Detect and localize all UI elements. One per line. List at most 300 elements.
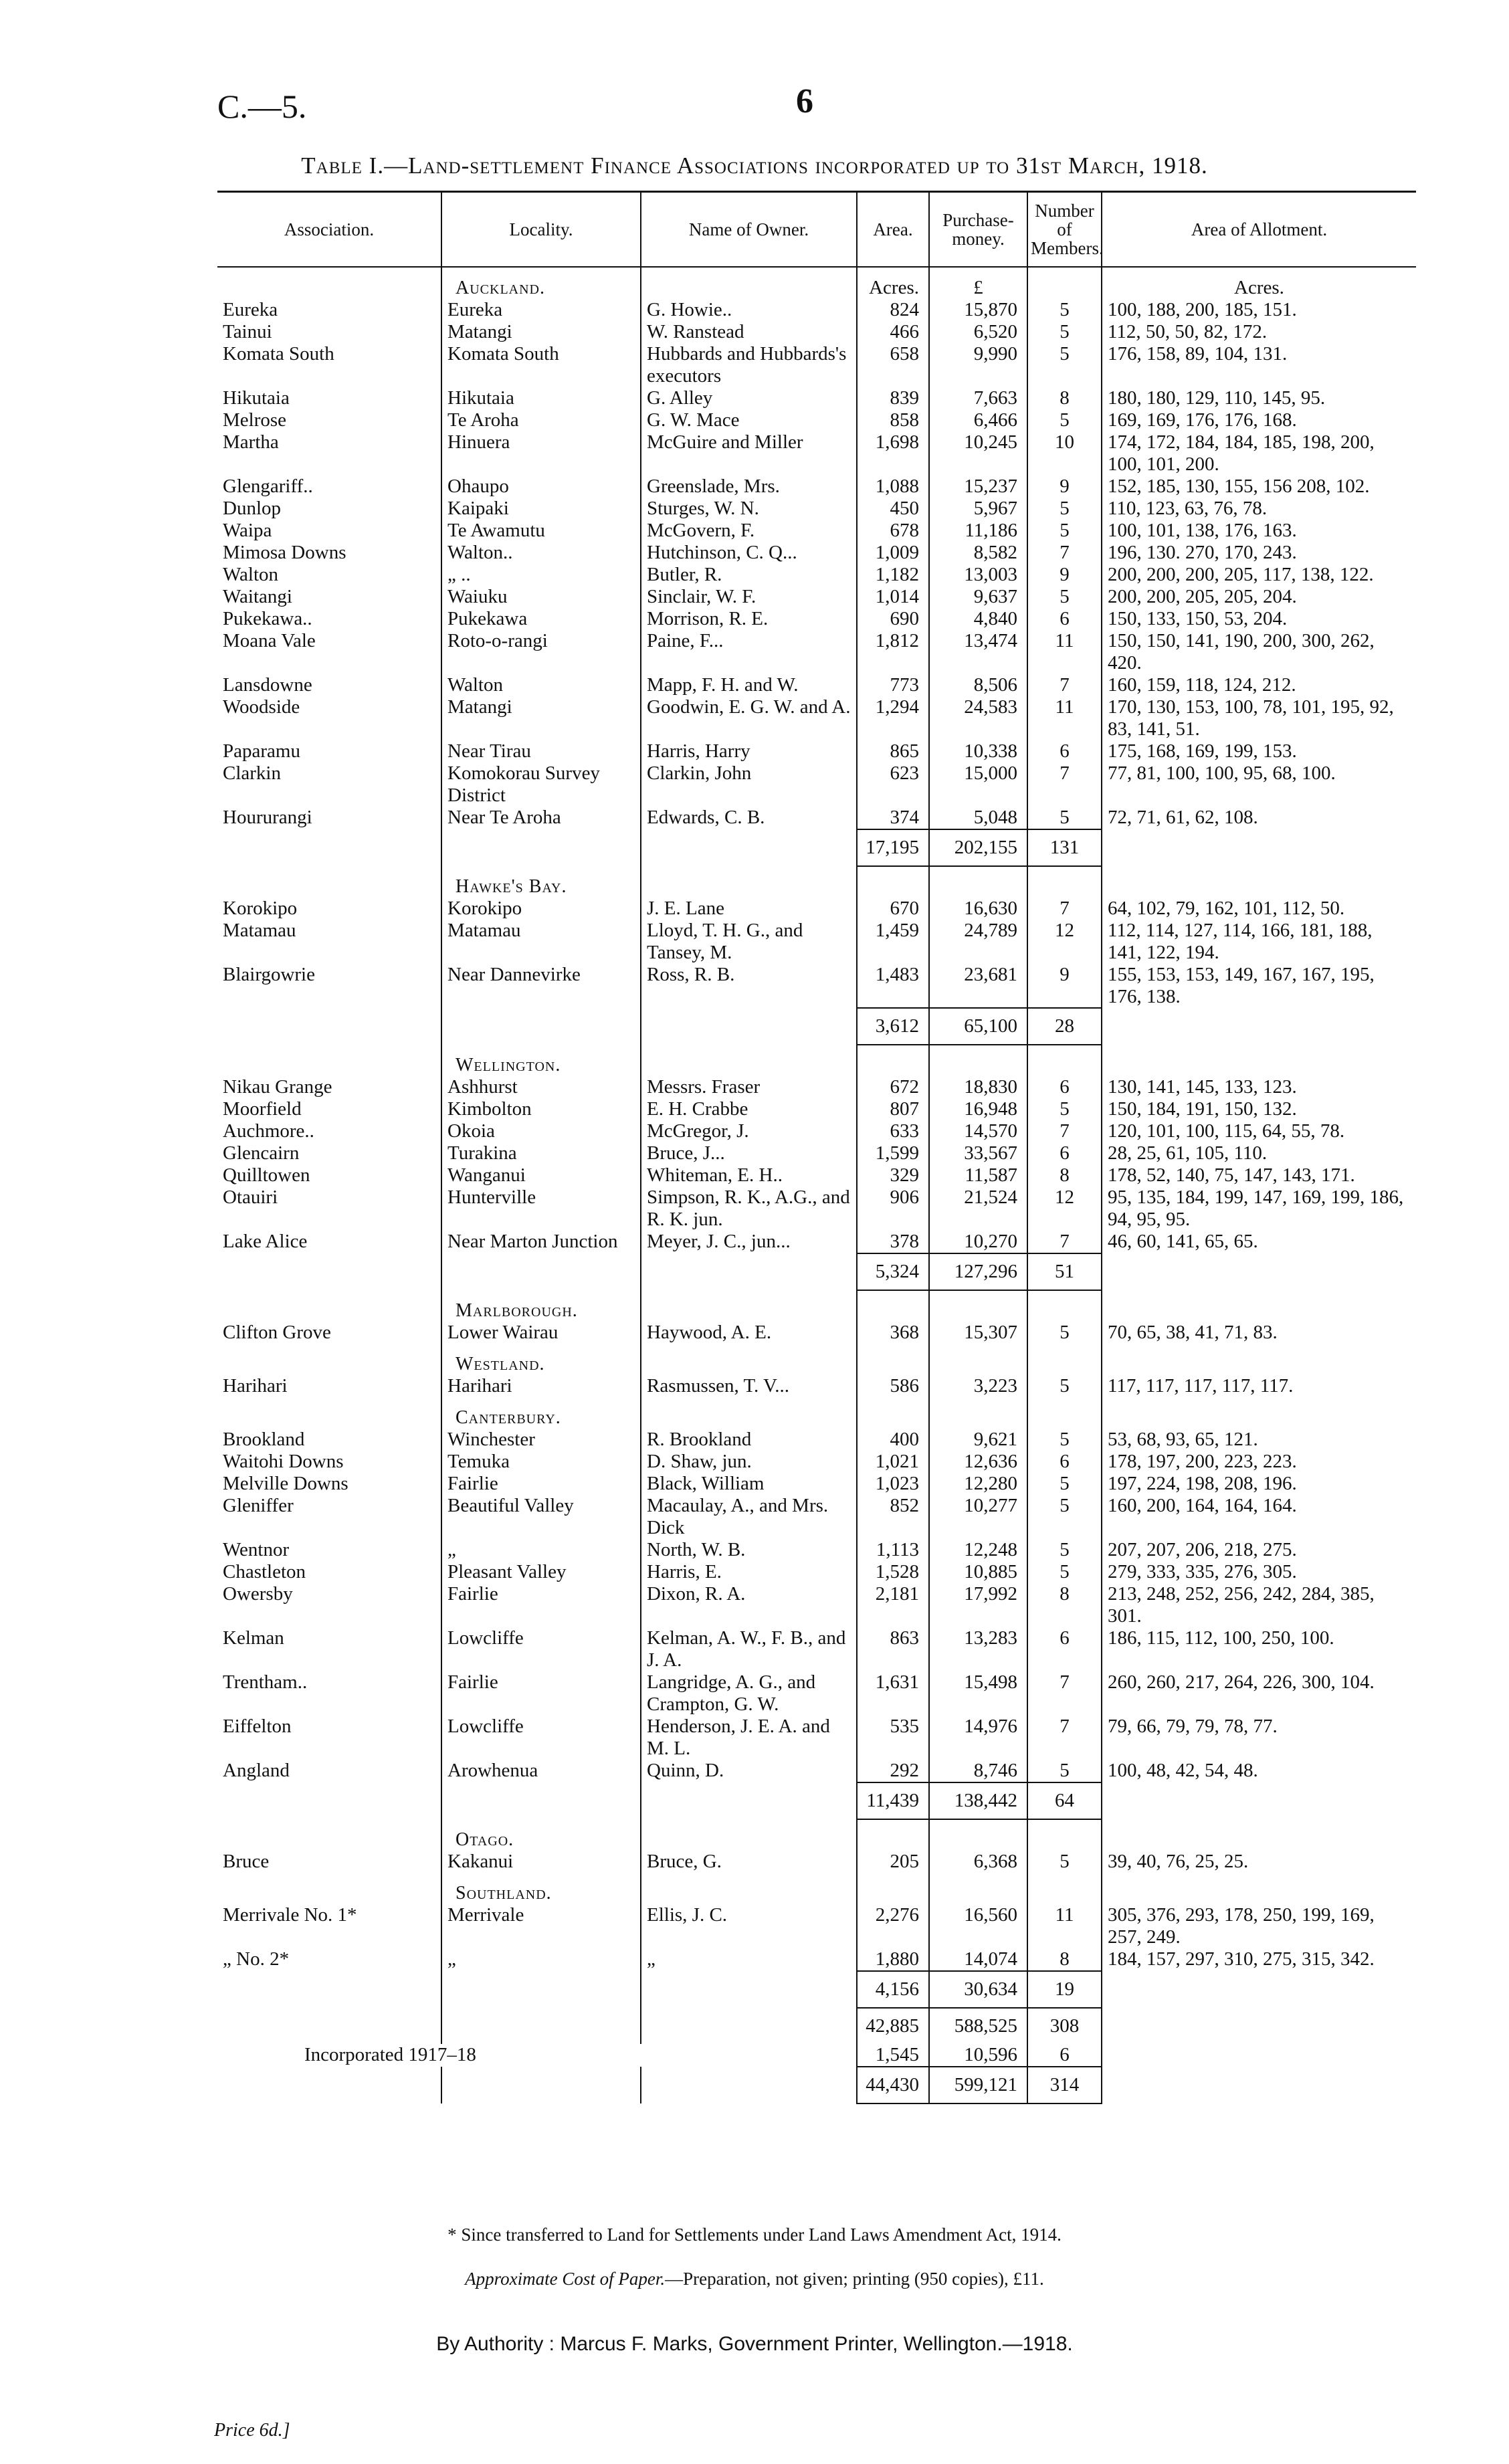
member-count: 5 [1027,498,1102,520]
owner-name: G. Alley [641,387,857,409]
member-count: 5 [1027,343,1102,387]
empty-cell [217,1819,441,1851]
association-name: Glencairn [217,1142,441,1164]
allotment-areas: 28, 25, 61, 105, 110. [1108,1142,1268,1164]
area-value: 450 [857,498,929,520]
owner-name: Langridge, A. G., and Crampton, G. W. [641,1671,857,1716]
allotment-areas: 178, 197, 200, 223, 223. [1108,1451,1297,1472]
owner-name: Ellis, J. C. [641,1904,857,1948]
subtotal-members: 51 [1027,1253,1102,1290]
association-name: Quilltowen [217,1164,441,1187]
member-count: 5 [1027,1429,1102,1451]
owner-name: Harris, Harry [641,740,857,762]
empty-cell [217,866,441,898]
table-row [217,520,1416,542]
area-value: 1,599 [857,1142,929,1164]
subtotal-money: 30,634 [929,1971,1027,2008]
table-row [217,586,1416,608]
purchase-money: 8,746 [929,1760,1027,1782]
locality: Kaipaki [441,498,641,520]
purchase-money: 15,307 [929,1322,1027,1344]
area-value: 863 [857,1627,929,1671]
allotment-areas: 200, 200, 200, 205, 117, 138, 122. [1108,564,1374,585]
area-unit [857,1873,929,1904]
purchase-money: 15,000 [929,762,1027,807]
owner-name: Greenslade, Mrs. [641,476,857,498]
area-value: 1,698 [857,431,929,476]
empty-cell [441,1782,641,1819]
locality: Fairlie [441,1473,641,1495]
member-count: 5 [1027,1760,1102,1782]
purchase-money: 24,789 [929,920,1027,964]
region-header-row [217,267,1416,299]
locality: Hunterville [441,1187,641,1231]
empty-cell [641,2008,857,2044]
purchase-money: 16,948 [929,1098,1027,1120]
member-count: 6 [1027,1627,1102,1671]
document-reference: C.—5. [217,88,307,125]
locality: Matangi [441,696,641,740]
incorporated-members: 6 [1027,2044,1102,2067]
allotment-unit [1102,1290,1416,1322]
member-count: 12 [1027,1187,1102,1231]
allotment-areas: 46, 60, 141, 65, 65. [1108,1231,1258,1252]
empty-cell [217,1971,441,2008]
empty-cell [1027,267,1102,299]
table-row [217,321,1416,343]
association-name: „ No. 2* [217,1948,441,1971]
empty-cell [641,1397,857,1429]
subtotal-row [217,1782,1416,1819]
empty-cell [1027,1290,1102,1322]
association-name: Wentnor [217,1539,441,1561]
allotment-areas: 155, 153, 153, 149, 167, 167, 195, 176, 138. [1108,964,1375,1007]
total-area: 42,885 [857,2008,929,2044]
region-name: Auckland. [441,267,641,299]
purchase-money: 4,840 [929,608,1027,630]
area-value: 466 [857,321,929,343]
member-count: 11 [1027,630,1102,674]
owner-name: Rasmussen, T. V... [641,1375,857,1397]
locality: Korokipo [441,898,641,920]
area-value: 1,088 [857,476,929,498]
area-value: 1,483 [857,964,929,1008]
empty-cell [641,1819,857,1851]
allotment-areas: 160, 200, 164, 164, 164. [1108,1495,1297,1516]
purchase-money: 14,570 [929,1120,1027,1142]
member-count: 7 [1027,1671,1102,1716]
area-value: 690 [857,608,929,630]
empty-cell [641,2067,857,2103]
table-row [217,1375,1416,1397]
area-value: 678 [857,520,929,542]
member-count: 8 [1027,387,1102,409]
locality: Pleasant Valley [441,1561,641,1583]
member-count: 5 [1027,321,1102,343]
header-owner: Name of Owner. [641,193,857,267]
money-unit: £ [929,267,1027,299]
association-name: Moorfield [217,1098,441,1120]
money-unit [929,1397,1027,1429]
association-name: Bruce [217,1851,441,1873]
member-count: 5 [1027,1375,1102,1397]
empty-cell [217,2067,441,2103]
purchase-money: 11,186 [929,520,1027,542]
allotment-areas: 112, 50, 50, 82, 172. [1108,321,1268,342]
allotment-areas: 150, 184, 191, 150, 132. [1108,1098,1297,1120]
empty-cell [1027,1397,1102,1429]
money-unit [929,866,1027,898]
locality: Hikutaia [441,387,641,409]
area-value: 773 [857,674,929,696]
table-row [217,608,1416,630]
locality: Lowcliffe [441,1627,641,1671]
association-name: Martha [217,431,441,476]
allotment-areas: 170, 130, 153, 100, 78, 101, 195, 92, 83, 141, 51. [1108,696,1394,740]
owner-name: Messrs. Fraser [641,1076,857,1098]
owner-name: Bruce, J... [641,1142,857,1164]
association-name: Angland [217,1760,441,1782]
allotment-areas: 64, 102, 79, 162, 101, 112, 50. [1108,898,1345,919]
area-value: 1,182 [857,564,929,586]
area-value: 824 [857,299,929,321]
owner-name: Edwards, C. B. [641,807,857,829]
subtotal-area: 3,612 [857,1008,929,1045]
purchase-money: 5,048 [929,807,1027,829]
purchase-money: 10,277 [929,1495,1027,1539]
area-value: 586 [857,1375,929,1397]
owner-name: Butler, R. [641,564,857,586]
association-name: Walton [217,564,441,586]
table-title: Table I.—Land-settlement Finance Associations incorporated up to 31st March, 1918. [301,152,1208,179]
area-value: 672 [857,1076,929,1098]
subtotal-money: 202,155 [929,829,1027,866]
allotment-areas: 160, 159, 118, 124, 212. [1108,674,1296,696]
region-header-row [217,1045,1416,1076]
allotment-unit [1102,1873,1416,1904]
allotment-unit [1102,1819,1416,1851]
table-row [217,387,1416,409]
purchase-money: 12,280 [929,1473,1027,1495]
locality: Roto-o-rangi [441,630,641,674]
table-row [217,1429,1416,1451]
area-value: 807 [857,1098,929,1120]
region-header-row [217,1397,1416,1429]
association-name: Eureka [217,299,441,321]
table-row [217,762,1416,807]
region-header-row [217,866,1416,898]
association-name: Korokipo [217,898,441,920]
incorporated-label: Incorporated 1917–18 [217,2044,857,2067]
empty-cell [1102,829,1416,866]
purchase-money: 12,248 [929,1539,1027,1561]
purchase-money: 10,338 [929,740,1027,762]
member-count: 8 [1027,1583,1102,1627]
member-count: 7 [1027,674,1102,696]
money-unit [929,1819,1027,1851]
purchase-money: 13,283 [929,1627,1027,1671]
allotment-areas: 279, 333, 335, 276, 305. [1108,1561,1297,1582]
area-value: 1,294 [857,696,929,740]
owner-name: McGregor, J. [641,1120,857,1142]
member-count: 5 [1027,1539,1102,1561]
region-header-row [217,1290,1416,1322]
subtotal-row [217,1971,1416,2008]
area-value: 623 [857,762,929,807]
table-row [217,1716,1416,1760]
owner-name: Henderson, J. E. A. and M. L. [641,1716,857,1760]
allotment-areas: 150, 133, 150, 53, 204. [1108,608,1288,629]
price: Price 6d.] [214,2420,290,2441]
incorporated-money: 10,596 [929,2044,1027,2067]
locality: Arowhenua [441,1760,641,1782]
area-value: 400 [857,1429,929,1451]
empty-cell [217,1873,441,1904]
member-count: 8 [1027,1164,1102,1187]
table-row [217,1760,1416,1782]
locality: Near Te Aroha [441,807,641,829]
association-name: Waitohi Downs [217,1451,441,1473]
association-name: Chastleton [217,1561,441,1583]
area-value: 2,276 [857,1904,929,1948]
table-row [217,1627,1416,1671]
empty-cell [1027,1344,1102,1375]
association-name: Blairgowrie [217,964,441,1008]
owner-name: G. Howie.. [641,299,857,321]
table-row [217,299,1416,321]
table-row [217,1451,1416,1473]
subtotal-members: 131 [1027,829,1102,866]
empty-cell [217,2008,441,2044]
allotment-areas: 175, 168, 169, 199, 153. [1108,740,1297,762]
locality: Near Tirau [441,740,641,762]
header-allotment: Area of Allotment. [1102,193,1416,267]
owner-name: Sturges, W. N. [641,498,857,520]
owner-name: McGuire and Miller [641,431,857,476]
purchase-money: 5,967 [929,498,1027,520]
locality: Ohaupo [441,476,641,498]
locality: Te Awamutu [441,520,641,542]
association-name: Kelman [217,1627,441,1671]
member-count: 9 [1027,564,1102,586]
table-row [217,1098,1416,1120]
area-value: 1,023 [857,1473,929,1495]
table-row [217,807,1416,829]
allotment-areas: 186, 115, 112, 100, 250, 100. [1108,1627,1334,1649]
allotment-areas: 112, 114, 127, 114, 166, 181, 188, 141, 122, 194. [1108,920,1373,963]
area-value: 535 [857,1716,929,1760]
locality: Kimbolton [441,1098,641,1120]
table-row [217,1187,1416,1231]
owner-name: G. W. Mace [641,409,857,431]
area-value: 865 [857,740,929,762]
member-count: 5 [1027,807,1102,829]
owner-name: J. E. Lane [641,898,857,920]
locality: Okoia [441,1120,641,1142]
region-name: Marlborough. [441,1290,641,1322]
owner-name: Simpson, R. K., A.G., and R. K. jun. [641,1187,857,1231]
association-name: Trentham.. [217,1671,441,1716]
association-name: Auchmore.. [217,1120,441,1142]
owner-name: R. Brookland [641,1429,857,1451]
region-header-row [217,1344,1416,1375]
owner-name: Whiteman, E. H.. [641,1164,857,1187]
table-row [217,898,1416,920]
area-value: 852 [857,1495,929,1539]
table-row [217,1473,1416,1495]
member-count: 5 [1027,1322,1102,1344]
member-count: 10 [1027,431,1102,476]
empty-cell [441,1253,641,1290]
member-count: 7 [1027,762,1102,807]
area-unit [857,1819,929,1851]
money-unit [929,1344,1027,1375]
owner-name: Quinn, D. [641,1760,857,1782]
region-name: Southland. [441,1873,641,1904]
allotment-unit [1102,866,1416,898]
table-row [217,343,1416,387]
purchase-money: 10,245 [929,431,1027,476]
allotment-unit [1102,1397,1416,1429]
association-name: Merrivale No. 1* [217,1904,441,1948]
empty-cell [217,1045,441,1076]
empty-cell [1027,1873,1102,1904]
region-name: Westland. [441,1344,641,1375]
region-header-row [217,1873,1416,1904]
locality: Te Aroha [441,409,641,431]
cost-label: Approximate Cost of Paper. [465,2269,666,2289]
member-count: 7 [1027,1716,1102,1760]
association-name: Gleniffer [217,1495,441,1539]
table-row [217,431,1416,476]
member-count: 5 [1027,299,1102,321]
area-value: 1,812 [857,630,929,674]
area-unit [857,1045,929,1076]
owner-name: North, W. B. [641,1539,857,1561]
region-name: Otago. [441,1819,641,1851]
cost-of-paper [0,2269,1509,2289]
subtotal-money: 127,296 [929,1253,1027,1290]
member-count: 5 [1027,1561,1102,1583]
subtotal-area: 4,156 [857,1971,929,2008]
purchase-money: 14,074 [929,1948,1027,1971]
locality: Walton [441,674,641,696]
subtotal-area: 11,439 [857,1782,929,1819]
locality: Waiuku [441,586,641,608]
subtotal-row [217,829,1416,866]
empty-cell [641,1045,857,1076]
allotment-unit [1102,1344,1416,1375]
allotment-areas: 72, 71, 61, 62, 108. [1108,807,1258,828]
region-header-row [217,1819,1416,1851]
table-row [217,740,1416,762]
table-body [217,267,1416,2103]
allotment-areas: 174, 172, 184, 184, 185, 198, 200, 100, 101, 200. [1108,431,1375,475]
owner-name: Lloyd, T. H. G., and Tansey, M. [641,920,857,964]
locality: „ [441,1948,641,1971]
allotment-areas: 200, 200, 205, 205, 204. [1108,586,1297,607]
empty-cell [1027,866,1102,898]
table-row [217,1671,1416,1716]
owner-name: Haywood, A. E. [641,1322,857,1344]
member-count: 6 [1027,1451,1102,1473]
purchase-money: 7,663 [929,387,1027,409]
purchase-money: 3,223 [929,1375,1027,1397]
area-value: 2,181 [857,1583,929,1627]
member-count: 12 [1027,920,1102,964]
table-row [217,1583,1416,1627]
purchase-money: 21,524 [929,1187,1027,1231]
member-count: 7 [1027,542,1102,564]
member-count: 6 [1027,1076,1102,1098]
purchase-money: 10,270 [929,1231,1027,1253]
locality: Wanganui [441,1164,641,1187]
table-row [217,1904,1416,1948]
association-name: Paparamu [217,740,441,762]
association-name: Pukekawa.. [217,608,441,630]
allotment-areas: 39, 40, 76, 25, 25. [1108,1851,1249,1872]
association-name: Hikutaia [217,387,441,409]
owner-name: Macaulay, A., and Mrs. Dick [641,1495,857,1539]
locality: Lower Wairau [441,1322,641,1344]
member-count: 5 [1027,1098,1102,1120]
subtotal-members: 28 [1027,1008,1102,1045]
grand-total-money: 599,121 [929,2067,1027,2103]
locality: Kakanui [441,1851,641,1873]
allotment-unit [1102,1045,1416,1076]
member-count: 9 [1027,476,1102,498]
owner-name: Bruce, G. [641,1851,857,1873]
purchase-money: 15,237 [929,476,1027,498]
total-members: 308 [1027,2008,1102,2044]
association-name: Eiffelton [217,1716,441,1760]
money-unit [929,1873,1027,1904]
owner-name: W. Ranstead [641,321,857,343]
allotment-areas: 77, 81, 100, 100, 95, 68, 100. [1108,762,1336,784]
allotment-areas: 178, 52, 140, 75, 147, 143, 171. [1108,1164,1355,1186]
locality: Winchester [441,1429,641,1451]
area-value: 292 [857,1760,929,1782]
purchase-money: 13,474 [929,630,1027,674]
member-count: 6 [1027,608,1102,630]
purchase-money: 9,990 [929,343,1027,387]
total-row [217,2008,1416,2044]
association-name: Brookland [217,1429,441,1451]
empty-cell [641,1290,857,1322]
empty-cell [441,2008,641,2044]
association-name: Owersby [217,1583,441,1627]
subtotal-money: 65,100 [929,1008,1027,1045]
header-association: Association. [217,193,441,267]
empty-cell [641,1782,857,1819]
area-value: 658 [857,343,929,387]
purchase-money: 13,003 [929,564,1027,586]
allotment-areas: 120, 101, 100, 115, 64, 55, 78. [1108,1120,1345,1142]
owner-name: Clarkin, John [641,762,857,807]
purchase-money: 10,885 [929,1561,1027,1583]
empty-cell [1102,2008,1416,2044]
allotment-areas: 260, 260, 217, 264, 226, 300, 104. [1108,1671,1375,1693]
locality: Turakina [441,1142,641,1164]
allotment-areas: 100, 48, 42, 54, 48. [1108,1760,1258,1781]
association-name: Harihari [217,1375,441,1397]
owner-name: „ [641,1948,857,1971]
association-name: Melrose [217,409,441,431]
locality: Pukekawa [441,608,641,630]
locality: Fairlie [441,1671,641,1716]
owner-name: Sinclair, W. F. [641,586,857,608]
purchase-money: 6,520 [929,321,1027,343]
